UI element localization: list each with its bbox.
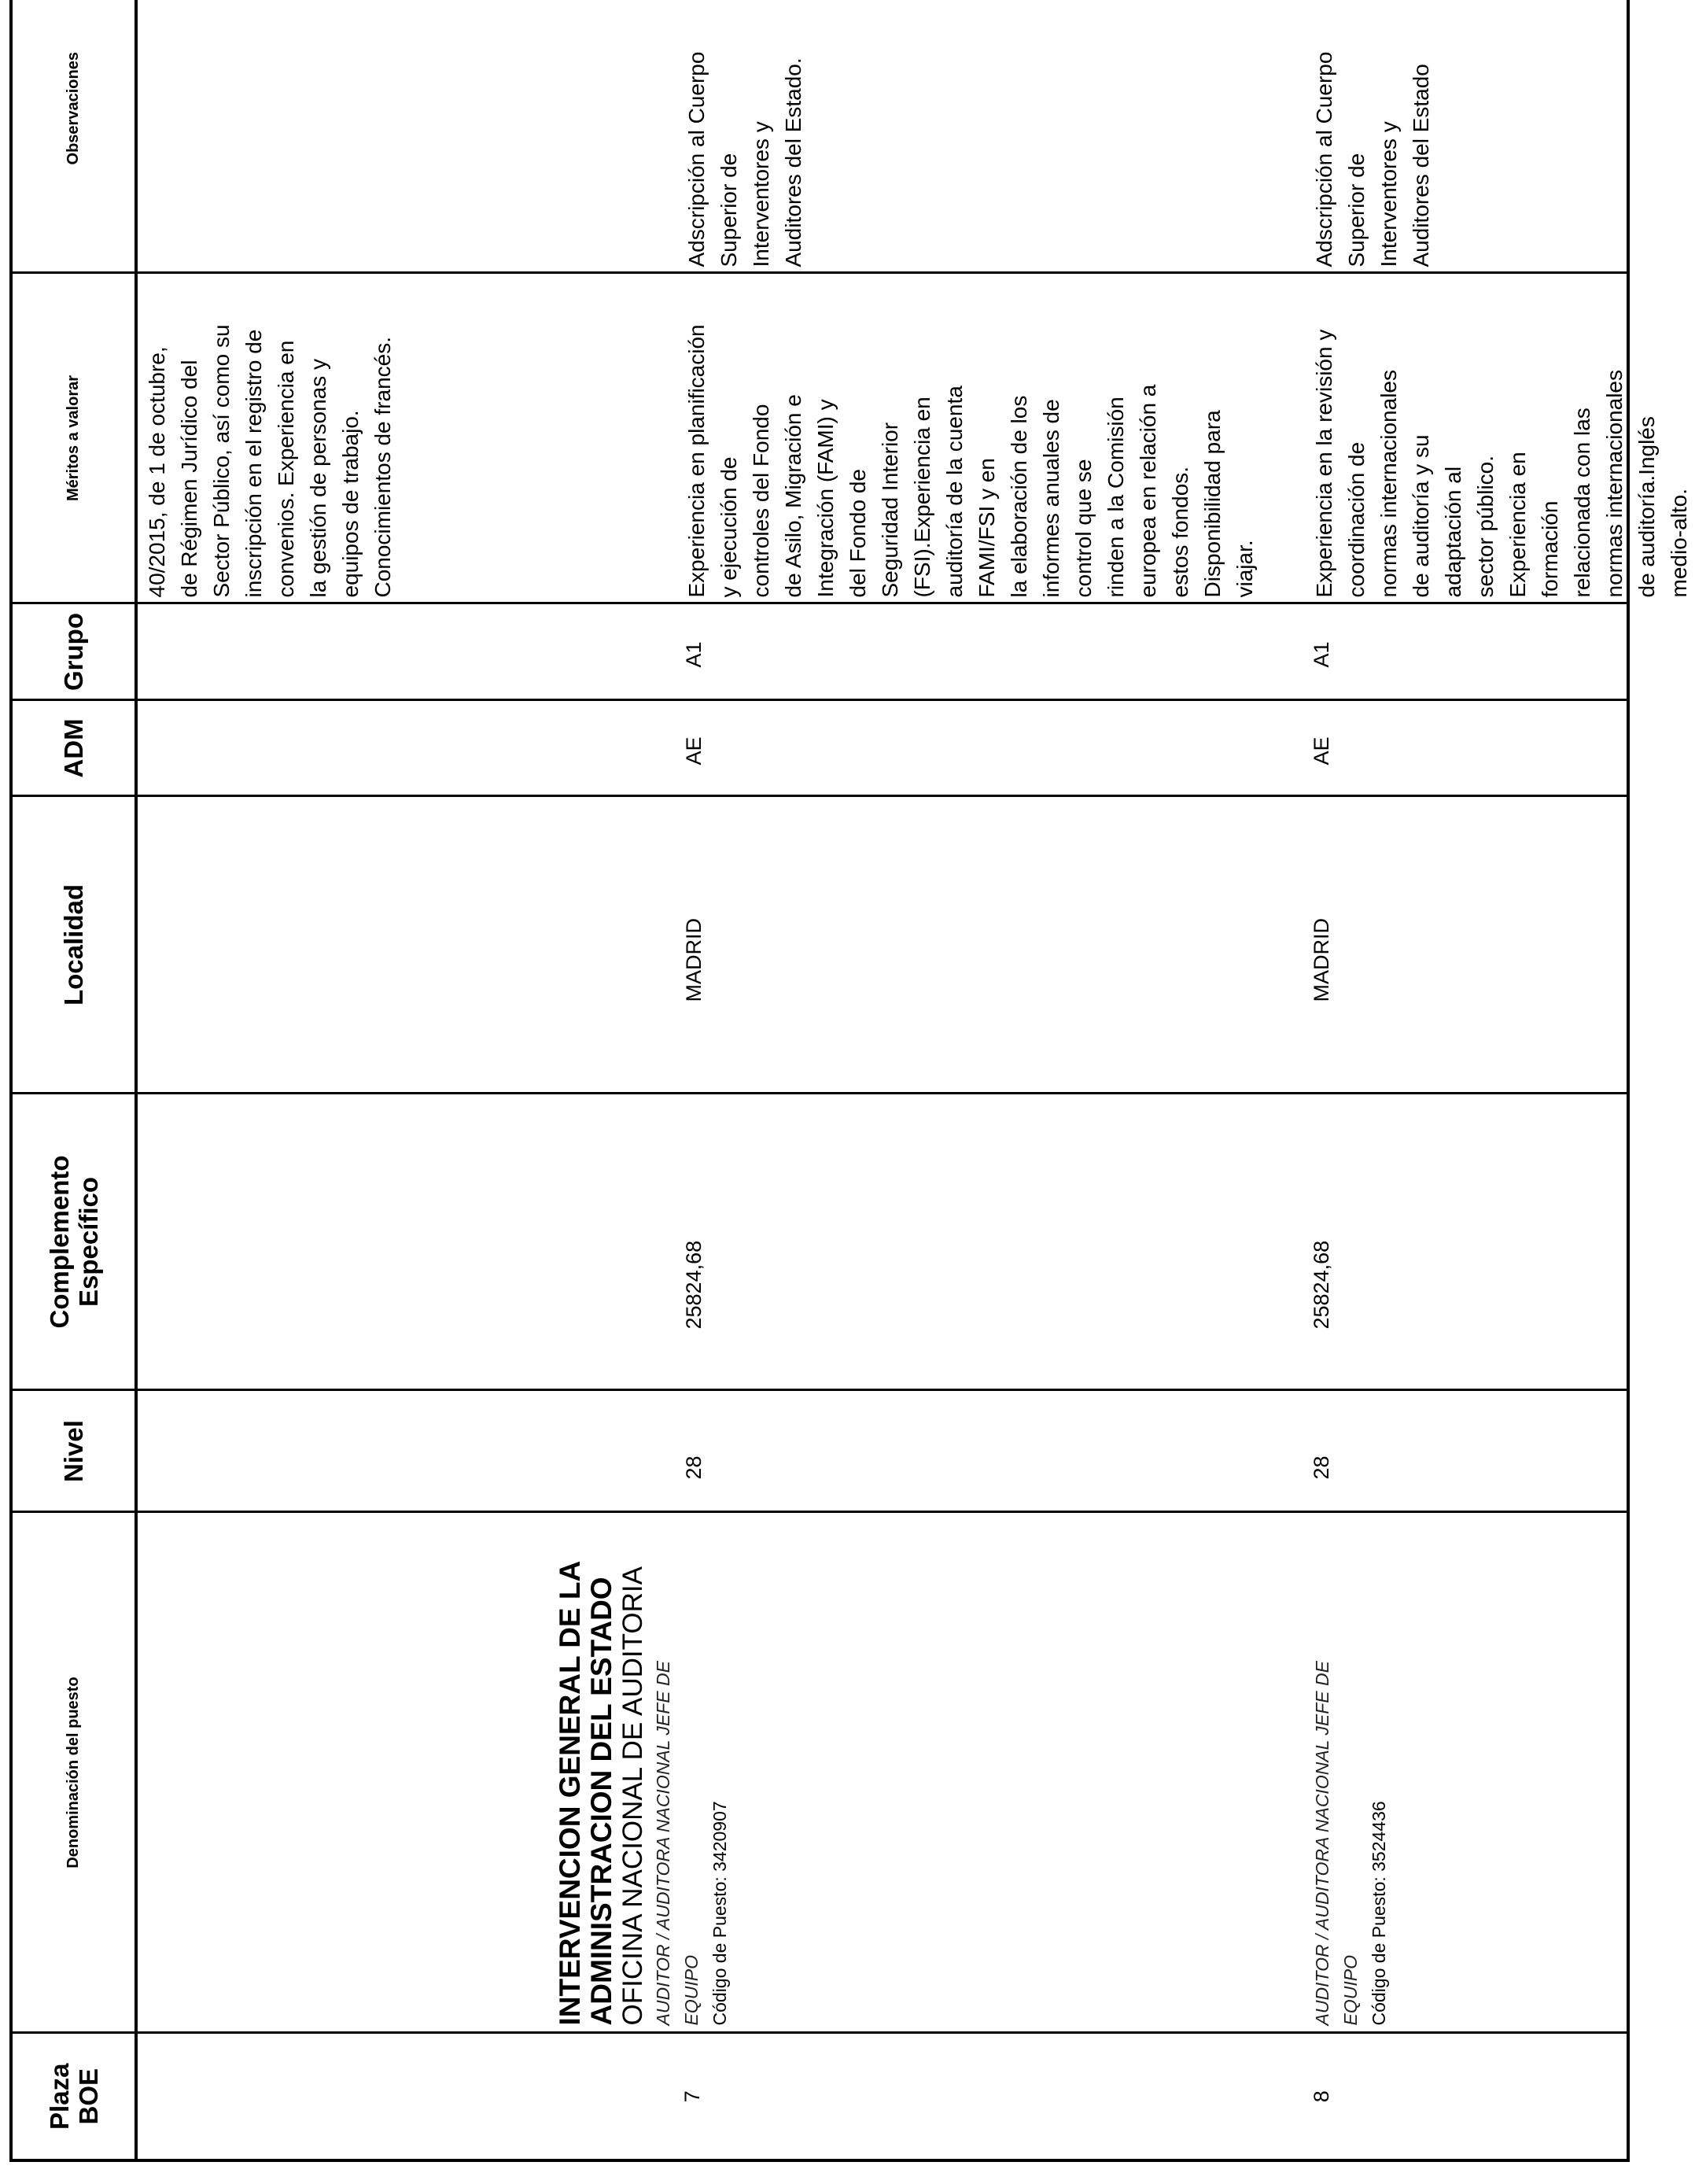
merit-line: normas internacionales bbox=[1376, 370, 1401, 598]
denominacion-column bbox=[136, 1512, 1628, 2033]
observaciones-column bbox=[136, 0, 1628, 273]
merit-line: convenios. Experiencia en bbox=[274, 340, 298, 598]
header-complemento: Complemento Específico bbox=[11, 1094, 136, 1390]
header-meritos: Méritos a valorar bbox=[11, 273, 136, 603]
continued-merits bbox=[141, 275, 399, 598]
merit-line: de auditoría.Inglés bbox=[1634, 416, 1659, 598]
complemento-value: 25824,68 bbox=[682, 1240, 706, 1330]
merit-line: formación bbox=[1538, 500, 1562, 598]
grupo-column bbox=[136, 603, 1628, 700]
observation-line: Auditores del Estado bbox=[1409, 64, 1433, 267]
merit-line: adaptación al bbox=[1441, 466, 1465, 598]
header-localidad: Localidad bbox=[11, 796, 136, 1094]
organization-name-line2: ADMINISTRACION DEL ESTADO bbox=[585, 1577, 617, 2026]
header-adm: ADM bbox=[11, 700, 136, 796]
header-grupo: Grupo bbox=[11, 603, 136, 700]
merit-line: Disponibilidad para bbox=[1200, 410, 1225, 598]
complemento-column bbox=[136, 1094, 1628, 1390]
table-body-row bbox=[136, 0, 1628, 2160]
observations-row-7 bbox=[680, 0, 809, 267]
complemento-value: 25824,68 bbox=[1310, 1240, 1333, 1330]
merit-line: medio-alto. bbox=[1667, 488, 1691, 598]
merit-line: Seguridad Interior bbox=[878, 422, 902, 598]
grupo-value: A1 bbox=[1310, 641, 1333, 668]
merit-line: (FSI).Experiencia en bbox=[910, 397, 934, 598]
merit-line: informes anuales de bbox=[1039, 399, 1063, 598]
header-nivel: Nivel bbox=[11, 1390, 136, 1512]
observation-line: Interventores y bbox=[749, 121, 773, 267]
plaza-number: 8 bbox=[1310, 2090, 1333, 2103]
adm-column bbox=[136, 700, 1628, 796]
plaza-column bbox=[136, 2033, 1628, 2160]
merit-line: normas internacionales bbox=[1602, 370, 1627, 598]
observation-line: Interventores y bbox=[1376, 121, 1401, 267]
merit-line: auditoría de la cuenta bbox=[942, 386, 967, 598]
merit-line: relacionada con las bbox=[1570, 408, 1594, 598]
position-block bbox=[1308, 1514, 1393, 2026]
merit-line: la gestión de personas y bbox=[306, 358, 330, 598]
adm-value: AE bbox=[1310, 736, 1333, 766]
merit-line: Experiencia en la revisión y bbox=[1312, 329, 1336, 598]
merit-line: Experiencia en bbox=[1505, 452, 1530, 598]
position-code: Código de Puesto: 3524436 bbox=[1369, 1801, 1389, 2026]
header-plaza: Plaza BOE bbox=[11, 2033, 136, 2160]
merit-line: de Asilo, Migración e bbox=[781, 394, 805, 598]
merit-line: del Fondo de bbox=[846, 469, 870, 598]
position-title: AUDITOR / AUDITORA NACIONAL JEFE DE bbox=[1312, 1661, 1332, 2026]
nivel-value: 28 bbox=[1310, 1455, 1333, 1480]
organization-office: OFICINA NACIONAL DE AUDITORIA bbox=[617, 1566, 648, 2026]
merit-line: y ejecución de bbox=[717, 456, 741, 598]
observation-line: Superior de bbox=[717, 153, 741, 267]
header-observaciones: Observaciones bbox=[11, 0, 136, 273]
merit-line: controles del Fondo bbox=[749, 404, 773, 598]
merit-line: Sector Público, así como su bbox=[209, 324, 234, 598]
nivel-column bbox=[136, 1390, 1628, 1512]
merits-row-8 bbox=[1308, 275, 1695, 598]
merit-line: coordinación de bbox=[1344, 441, 1369, 598]
grupo-value: A1 bbox=[682, 641, 706, 668]
organization-block bbox=[555, 1514, 734, 2026]
observation-line: Adscripción al Cuerpo bbox=[1312, 51, 1336, 267]
position-code: Código de Puesto: 3420907 bbox=[709, 1801, 730, 2026]
table-header-row bbox=[11, 0, 136, 2160]
merit-line: FAMI/FSI y en bbox=[975, 458, 999, 598]
merit-line: rinden a la Comisión bbox=[1104, 397, 1128, 598]
adm-value: AE bbox=[682, 736, 706, 766]
positions-table bbox=[9, 0, 1691, 2162]
merit-line: viajar. bbox=[1233, 540, 1257, 598]
header-denominacion: Denominación del puesto bbox=[11, 1512, 136, 2033]
position-title-cont: EQUIPO bbox=[1340, 1955, 1361, 2026]
nivel-value: 28 bbox=[682, 1455, 706, 1480]
localidad-column bbox=[136, 796, 1628, 1094]
observation-line: Superior de bbox=[1344, 153, 1369, 267]
merit-line: inscripción en el registro de bbox=[241, 329, 266, 598]
merit-line: sector público. bbox=[1473, 455, 1498, 598]
meritos-column bbox=[136, 273, 1691, 603]
observation-line: Auditores del Estado. bbox=[781, 57, 805, 267]
organization-name-line1: INTERVENCION GENERAL DE LA bbox=[554, 1560, 586, 2026]
plaza-number: 7 bbox=[680, 2090, 704, 2103]
merit-line: Conocimientos de francés. bbox=[370, 336, 395, 598]
merit-line: control que se bbox=[1071, 459, 1096, 598]
position-title: AUDITOR / AUDITORA NACIONAL JEFE DE bbox=[653, 1661, 673, 2026]
merit-line: estos fondos. bbox=[1168, 466, 1192, 598]
merit-line: de Régimen Jurídico del bbox=[177, 360, 201, 598]
merit-line: Integración (FAMI) y bbox=[813, 399, 838, 598]
merit-line: 40/2015, de 1 de octubre, bbox=[145, 346, 169, 598]
merit-line: europea en relación a bbox=[1136, 384, 1160, 598]
merits-row-7 bbox=[680, 275, 1261, 598]
merit-line: equipos de trabajo. bbox=[338, 410, 363, 598]
merit-line: la elaboración de los bbox=[1007, 395, 1031, 598]
localidad-value: MADRID bbox=[1310, 918, 1333, 1002]
observations-row-8 bbox=[1308, 0, 1437, 267]
position-title-cont: EQUIPO bbox=[681, 1955, 702, 2026]
localidad-value: MADRID bbox=[682, 918, 706, 1002]
merit-line: de auditoría y su bbox=[1409, 434, 1433, 598]
merit-line: Experiencia en planificación bbox=[684, 324, 709, 598]
observation-line: Adscripción al Cuerpo bbox=[684, 51, 709, 267]
